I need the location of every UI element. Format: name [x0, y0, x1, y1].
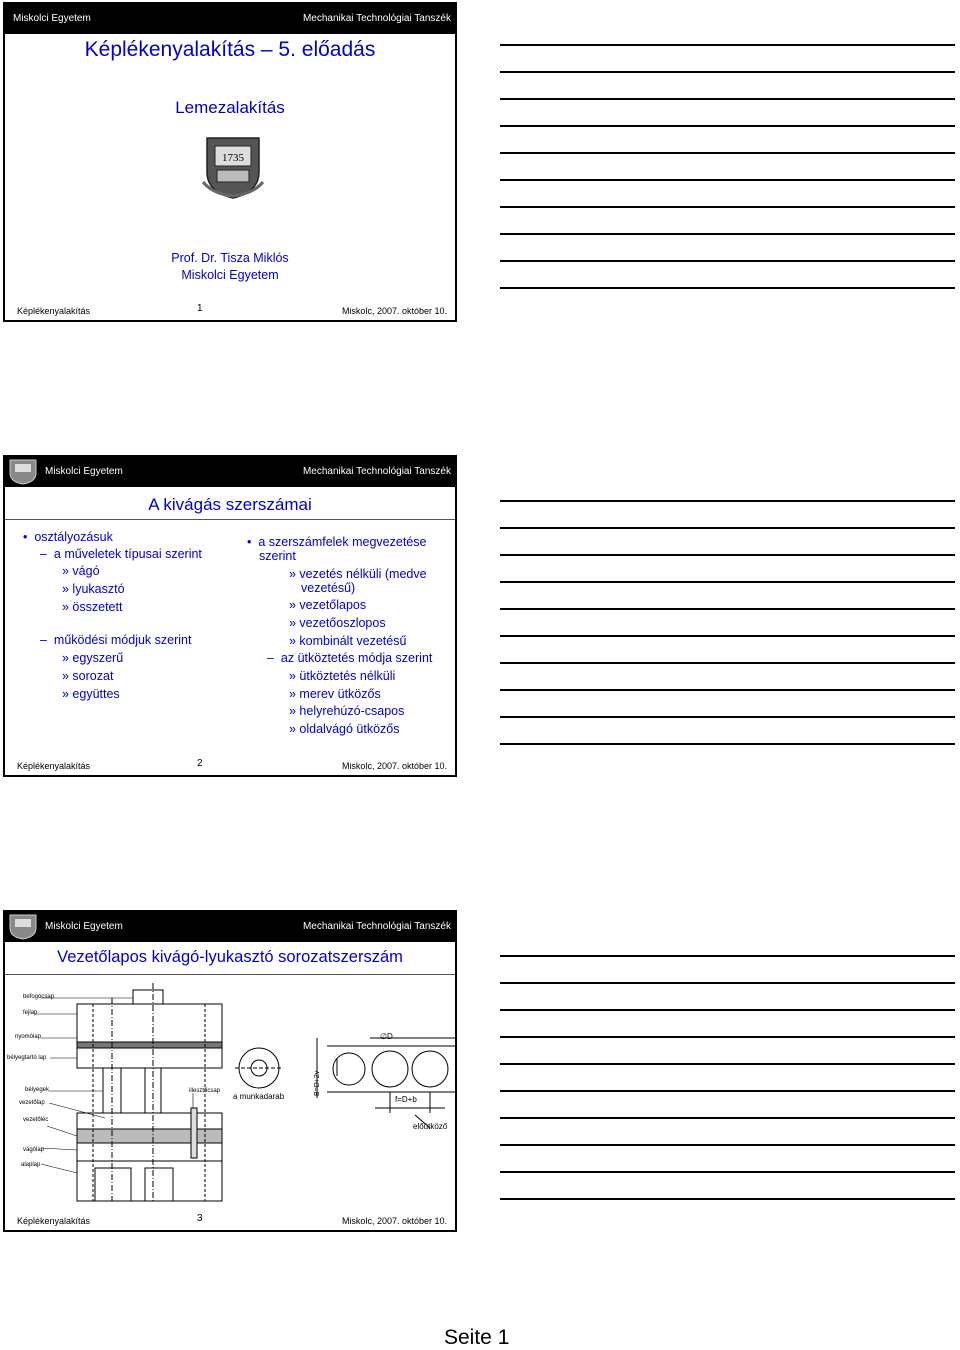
note-line [500, 1117, 955, 1119]
slide-title: Képlékenyalakítás – 5. előadás [84, 38, 376, 61]
note-line [500, 71, 955, 73]
title-rule [5, 519, 455, 520]
diagram-label: bélyegtartó lap [7, 1055, 47, 1061]
page-number: 3 [197, 1213, 203, 1224]
note-line [500, 554, 955, 556]
diagram-label: befogócsap [23, 994, 55, 1000]
slide-title: Vezetőlapos kivágó-lyukasztó sorozatszerszám [57, 948, 403, 966]
diagram-label: illesztőcsap [189, 1088, 221, 1094]
list-item: » helyrehúzó-csapos [289, 704, 405, 718]
note-line [500, 233, 955, 235]
diagram-label: vezetőléc [23, 1117, 49, 1123]
left-group-2: – működési módjuk szerint [40, 633, 192, 647]
slide-footer [5, 753, 455, 775]
list-item: » sorozat [62, 669, 114, 683]
slide-footer [5, 1208, 455, 1230]
footer-course: Képlékenyalakítás [17, 306, 91, 316]
footer-date: Miskolc, 2007. október 10. [341, 306, 447, 316]
list-item: » együttes [62, 687, 120, 701]
list-item: » lyukasztó [62, 582, 125, 596]
left-bullet: • osztályozásuk [23, 530, 113, 544]
crest-year: 1735 [222, 152, 244, 164]
right-bullet-cont: szerint [259, 549, 296, 563]
note-line [500, 608, 955, 610]
crest-logo-icon [8, 459, 38, 485]
right-group-2: – az ütköztetés módja szerint [267, 651, 433, 665]
width-dim-label: B=D+2v [314, 1070, 321, 1096]
university-name: Miskolci Egyetem [45, 921, 123, 932]
list-item: » merev ütközős [289, 687, 381, 701]
list-item: » vezetőoszlopos [289, 616, 386, 630]
slide-header [5, 457, 455, 487]
note-line [500, 689, 955, 691]
department-name: Mechanikai Technológiai Tanszék [302, 921, 451, 932]
note-line [500, 1009, 955, 1011]
note-line [500, 662, 955, 664]
slide-3 [3, 910, 457, 1232]
note-line [500, 955, 955, 957]
slide-footer [5, 298, 455, 320]
page-label: Seite 1 [444, 1326, 510, 1349]
die-diagram [5, 978, 455, 1203]
note-line [500, 287, 955, 289]
list-item: » ütköztetés nélküli [289, 669, 396, 683]
list-item: » egyszerű [62, 651, 124, 665]
slide-2 [3, 455, 457, 777]
slide-header [5, 912, 455, 942]
diagram-label: bélyegek [25, 1087, 50, 1093]
department-name: Mechanikai Technológiai Tanszék [302, 466, 451, 477]
note-line [500, 1090, 955, 1092]
diagram-label: előütköző [413, 1122, 448, 1131]
notes-lines-2 [500, 500, 955, 770]
right-bullet: • a szerszámfelek megvezetése [247, 535, 427, 549]
diagram-label: nyomólap [15, 1034, 42, 1040]
note-line [500, 635, 955, 637]
list-item: » vezetés nélküli (medve [289, 567, 427, 581]
title-rule [5, 974, 455, 975]
list-item: » vágó [62, 564, 100, 578]
footer-course: Képlékenyalakítás [17, 1216, 91, 1226]
page-number: 2 [197, 758, 203, 769]
footer-date: Miskolc, 2007. október 10. [341, 1216, 447, 1226]
left-group-1: – a műveletek típusai szerint [40, 547, 202, 561]
diagram-label: fejlap [23, 1010, 38, 1016]
slide-title: A kivágás szerszámai [148, 495, 312, 514]
note-line [500, 1036, 955, 1038]
note-line [500, 152, 955, 154]
diagram-label: ∅D [380, 1032, 393, 1041]
note-line [500, 125, 955, 127]
crest-logo-icon [8, 914, 38, 940]
footer-course: Képlékenyalakítás [17, 761, 91, 771]
note-line [500, 1144, 955, 1146]
slide-subtitle: Lemezalakítás [175, 98, 285, 117]
page-number: 1 [197, 303, 203, 314]
institution-name: Miskolci Egyetem [181, 268, 279, 282]
university-name: Miskolci Egyetem [13, 13, 91, 24]
diagram-label: f=D+b [395, 1095, 417, 1104]
note-line [500, 743, 955, 745]
note-line [500, 982, 955, 984]
note-line [500, 581, 955, 583]
note-line [500, 716, 955, 718]
note-line [500, 260, 955, 262]
list-item: » kombinált vezetésű [289, 634, 407, 648]
note-line [500, 500, 955, 502]
notes-lines-1 [500, 44, 955, 314]
note-line [500, 1171, 955, 1173]
note-line [500, 1198, 955, 1200]
list-item: » vezetőlapos [289, 598, 367, 612]
university-name: Miskolci Egyetem [45, 466, 123, 477]
notes-lines-3 [500, 955, 955, 1225]
note-line [500, 1063, 955, 1065]
note-line [500, 206, 955, 208]
list-item: » összetett [62, 600, 123, 614]
slide-header [5, 4, 455, 34]
note-line [500, 44, 955, 46]
note-line [500, 179, 955, 181]
list-item: vezetésű) [301, 581, 356, 595]
department-name: Mechanikai Technológiai Tanszék [302, 13, 451, 24]
slide-1 [3, 2, 457, 322]
note-line [500, 527, 955, 529]
diagram-label: a munkadarab [233, 1092, 285, 1101]
university-crest-icon [201, 134, 265, 200]
note-line [500, 98, 955, 100]
diagram-label: vágólap [23, 1147, 45, 1153]
diagram-label: alaplap [21, 1162, 41, 1168]
footer-date: Miskolc, 2007. október 10. [341, 761, 447, 771]
list-item: » oldalvágó ütközős [289, 722, 400, 736]
diagram-label: vezetőlap [19, 1100, 45, 1106]
author-name: Prof. Dr. Tisza Miklós [171, 251, 289, 265]
